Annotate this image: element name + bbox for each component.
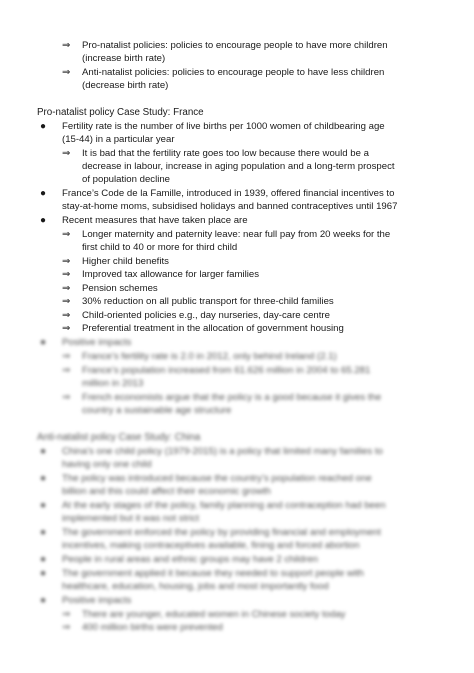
list-item-line: People in rural areas and ethnic groups may have 2 children: [62, 554, 318, 565]
arrow-icon: ⇒: [62, 296, 71, 307]
list-item-line: Anti-natalist policies: policies to encourage people to have less children: [82, 67, 385, 78]
arrow-icon: ⇒: [62, 40, 71, 51]
list-item-line: There are younger, educated women in Chinese society today: [82, 609, 346, 620]
arrow-icon: ⇒: [62, 283, 71, 294]
list-item-line: having only one child: [62, 459, 152, 470]
bullet-icon: ●: [40, 446, 47, 457]
list-item-line: Recent measures that have taken place are: [62, 215, 248, 226]
list-item-line: million in 2013: [82, 378, 144, 389]
list-item-line: China’s one child policy (1979-2015) is a policy that limited many families to: [62, 446, 383, 457]
list-item-line: France’s Code de la Famille, introduced in 1939, offered financial incentives to: [62, 188, 395, 199]
bullet-icon: ●: [40, 337, 47, 348]
list-item-line: France’s population increased from 61.626 million in 2004 to 65.281: [82, 365, 371, 376]
list-item-line: Preferential treatment in the allocation of government housing: [82, 323, 344, 334]
arrow-icon: ⇒: [62, 256, 71, 267]
list-item-line: of population decline: [82, 174, 171, 185]
bullet-icon: ●: [40, 595, 47, 606]
arrow-icon: ⇒: [62, 622, 71, 633]
list-item-line: Pro-natalist policies: policies to encourage people to have more children: [82, 40, 388, 51]
list-item-line: 400 million births were prevented: [82, 622, 223, 633]
list-item-line: At the early stages of the policy, family planning and contraception had been: [62, 500, 386, 511]
list-item-line: The policy was introduced because the country’s population reached one: [62, 473, 372, 484]
list-item-line: (decrease birth rate): [82, 80, 169, 91]
list-item-line: billion and this could affect their economic growth: [62, 486, 271, 497]
list-item-line: The government enforced the policy by providing financial and employment: [62, 527, 381, 538]
bullet-icon: ●: [40, 568, 47, 579]
list-item-line: country a sustainable age structure: [82, 405, 232, 416]
arrow-icon: ⇒: [62, 609, 71, 620]
arrow-icon: ⇒: [62, 323, 71, 334]
list-item-line: Positive impacts: [62, 595, 132, 606]
list-item-line: Higher child benefits: [82, 256, 169, 267]
bullet-icon: ●: [40, 473, 47, 484]
list-item-line: Child-oriented policies e.g., day nurseries, day-care centre: [82, 310, 330, 321]
bullet-icon: ●: [40, 188, 47, 199]
list-item-line: Longer maternity and paternity leave: near full pay from 20 weeks for the: [82, 229, 391, 240]
list-item-line: It is bad that the fertility rate goes too low because there would be a: [82, 148, 369, 159]
list-item-line: Improved tax allowance for larger families: [82, 269, 260, 280]
list-item-line: Fertility rate is the number of live births per 1000 women of childbearing age: [62, 121, 385, 132]
list-item-line: stay-at-home moms, subsidised holidays and banned contraceptives until 1967: [62, 201, 398, 212]
arrow-icon: ⇒: [62, 310, 71, 321]
list-item-line: healthcare, education, housing, jobs and most importantly food: [62, 581, 329, 592]
list-item-line: (15-44) in a particular year: [62, 134, 175, 145]
list-item-line: first child to 40 or more for third child: [82, 242, 238, 253]
bullet-icon: ●: [40, 500, 47, 511]
list-item-line: decrease in labour, increase in aging population and a long-term prospect: [82, 161, 395, 172]
arrow-icon: ⇒: [62, 392, 71, 403]
section-title: Anti-natalist policy Case Study: China: [37, 432, 201, 443]
list-item-line: French economists argue that the policy is a good because it gives the: [82, 392, 382, 403]
list-item-line: France’s fertility rate is 2.0 in 2012, only behind Ireland (2.1): [82, 351, 337, 362]
arrow-icon: ⇒: [62, 365, 71, 376]
arrow-icon: ⇒: [62, 148, 71, 159]
section-title: Pro-natalist policy Case Study: France: [37, 107, 204, 118]
list-item-line: Positive impacts: [62, 337, 132, 348]
bullet-icon: ●: [40, 554, 47, 565]
arrow-icon: ⇒: [62, 351, 71, 362]
list-item-line: 30% reduction on all public transport for three-child families: [82, 296, 334, 307]
arrow-icon: ⇒: [62, 229, 71, 240]
list-item-line: implemented but it was not strict: [62, 513, 200, 524]
list-item-line: Pension schemes: [82, 283, 158, 294]
bullet-icon: ●: [40, 527, 47, 538]
arrow-icon: ⇒: [62, 269, 71, 280]
arrow-icon: ⇒: [62, 67, 71, 78]
list-item-line: incentives, making contraceptives available, fining and forced abortion: [62, 540, 360, 551]
list-item-line: (increase birth rate): [82, 53, 166, 64]
bullet-icon: ●: [40, 121, 47, 132]
bullet-icon: ●: [40, 215, 47, 226]
list-item-line: The government applied it because they needed to support people with: [62, 568, 364, 579]
